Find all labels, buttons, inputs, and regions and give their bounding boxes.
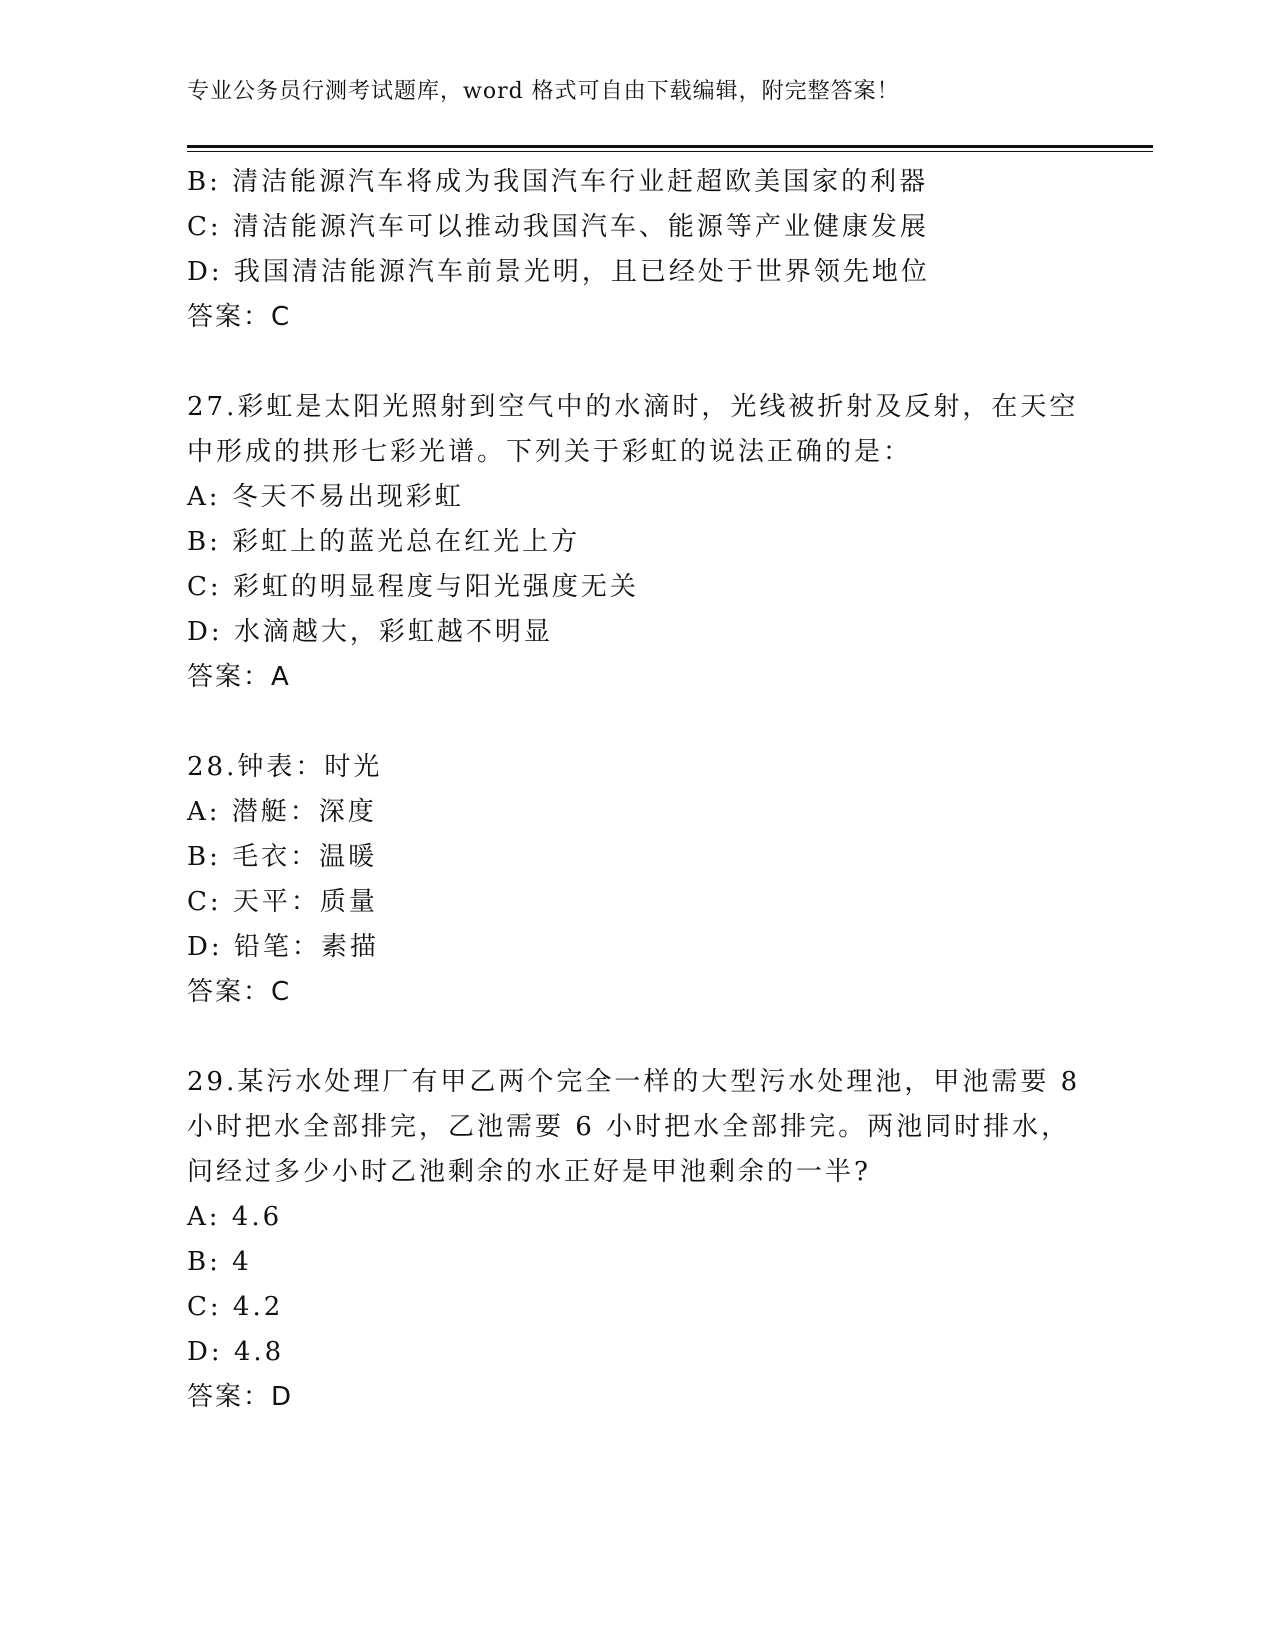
page-header: 专业公务员行测考试题库，word 格式可自由下载编辑，附完整答案！ bbox=[187, 79, 900, 104]
question-stem: 小时把水全部排完，乙池需要 6 小时把水全部排完。两池同时排水， bbox=[187, 1112, 1071, 1142]
question-29 bbox=[187, 1060, 1087, 1420]
question-stem: 中形成的拱形七彩光谱。下列关于彩虹的说法正确的是： bbox=[187, 437, 913, 467]
option-d: D: 我国清洁能源汽车前景光明，且已经处于世界领先地位 bbox=[187, 257, 930, 287]
option-d: D: 4.8 bbox=[187, 1337, 285, 1367]
header-rule-thin bbox=[187, 151, 1153, 152]
option-a: A: 潜艇：深度 bbox=[187, 797, 377, 827]
option-c: C: 清洁能源汽车可以推动我国汽车、能源等产业健康发展 bbox=[187, 212, 929, 242]
answer-line: 答案：A bbox=[187, 662, 291, 692]
option-c: C: 4.2 bbox=[187, 1292, 284, 1322]
option-c: C: 彩虹的明显程度与阳光强度无关 bbox=[187, 572, 639, 602]
header-rule-thick bbox=[187, 145, 1153, 148]
option-a: A: 冬天不易出现彩虹 bbox=[187, 482, 464, 512]
answer-line: 答案：C bbox=[187, 302, 292, 332]
option-a: A: 4.6 bbox=[187, 1202, 283, 1232]
spacer bbox=[187, 1015, 1087, 1060]
question-stem: 29.某污水处理厂有甲乙两个完全一样的大型污水处理池，甲池需要 8 bbox=[187, 1067, 1081, 1097]
question-stem: 问经过多少小时乙池剩余的水正好是甲池剩余的一半? bbox=[187, 1157, 871, 1187]
question-content bbox=[187, 160, 1087, 1420]
answer-line: 答案：C bbox=[187, 977, 292, 1007]
question-stem: 28.钟表：时光 bbox=[187, 752, 383, 782]
question-stem: 27.彩虹是太阳光照射到空气中的水滴时，光线被折射及反射，在天空 bbox=[187, 392, 1079, 422]
question-27 bbox=[187, 385, 1087, 700]
question-28 bbox=[187, 745, 1087, 1015]
option-b: B: 清洁能源汽车将成为我国汽车行业赶超欧美国家的利器 bbox=[187, 167, 929, 197]
answer-line: 答案：D bbox=[187, 1382, 294, 1412]
option-d: D: 水滴越大，彩虹越不明显 bbox=[187, 617, 553, 647]
option-c: C: 天平：质量 bbox=[187, 887, 378, 917]
question-26-continuation bbox=[187, 160, 1087, 340]
spacer bbox=[187, 700, 1087, 745]
option-b: B: 4 bbox=[187, 1247, 252, 1277]
option-d: D: 铅笔：素描 bbox=[187, 932, 379, 962]
option-b: B: 彩虹上的蓝光总在红光上方 bbox=[187, 527, 581, 557]
option-b: B: 毛衣：温暖 bbox=[187, 842, 378, 872]
spacer bbox=[187, 340, 1087, 385]
